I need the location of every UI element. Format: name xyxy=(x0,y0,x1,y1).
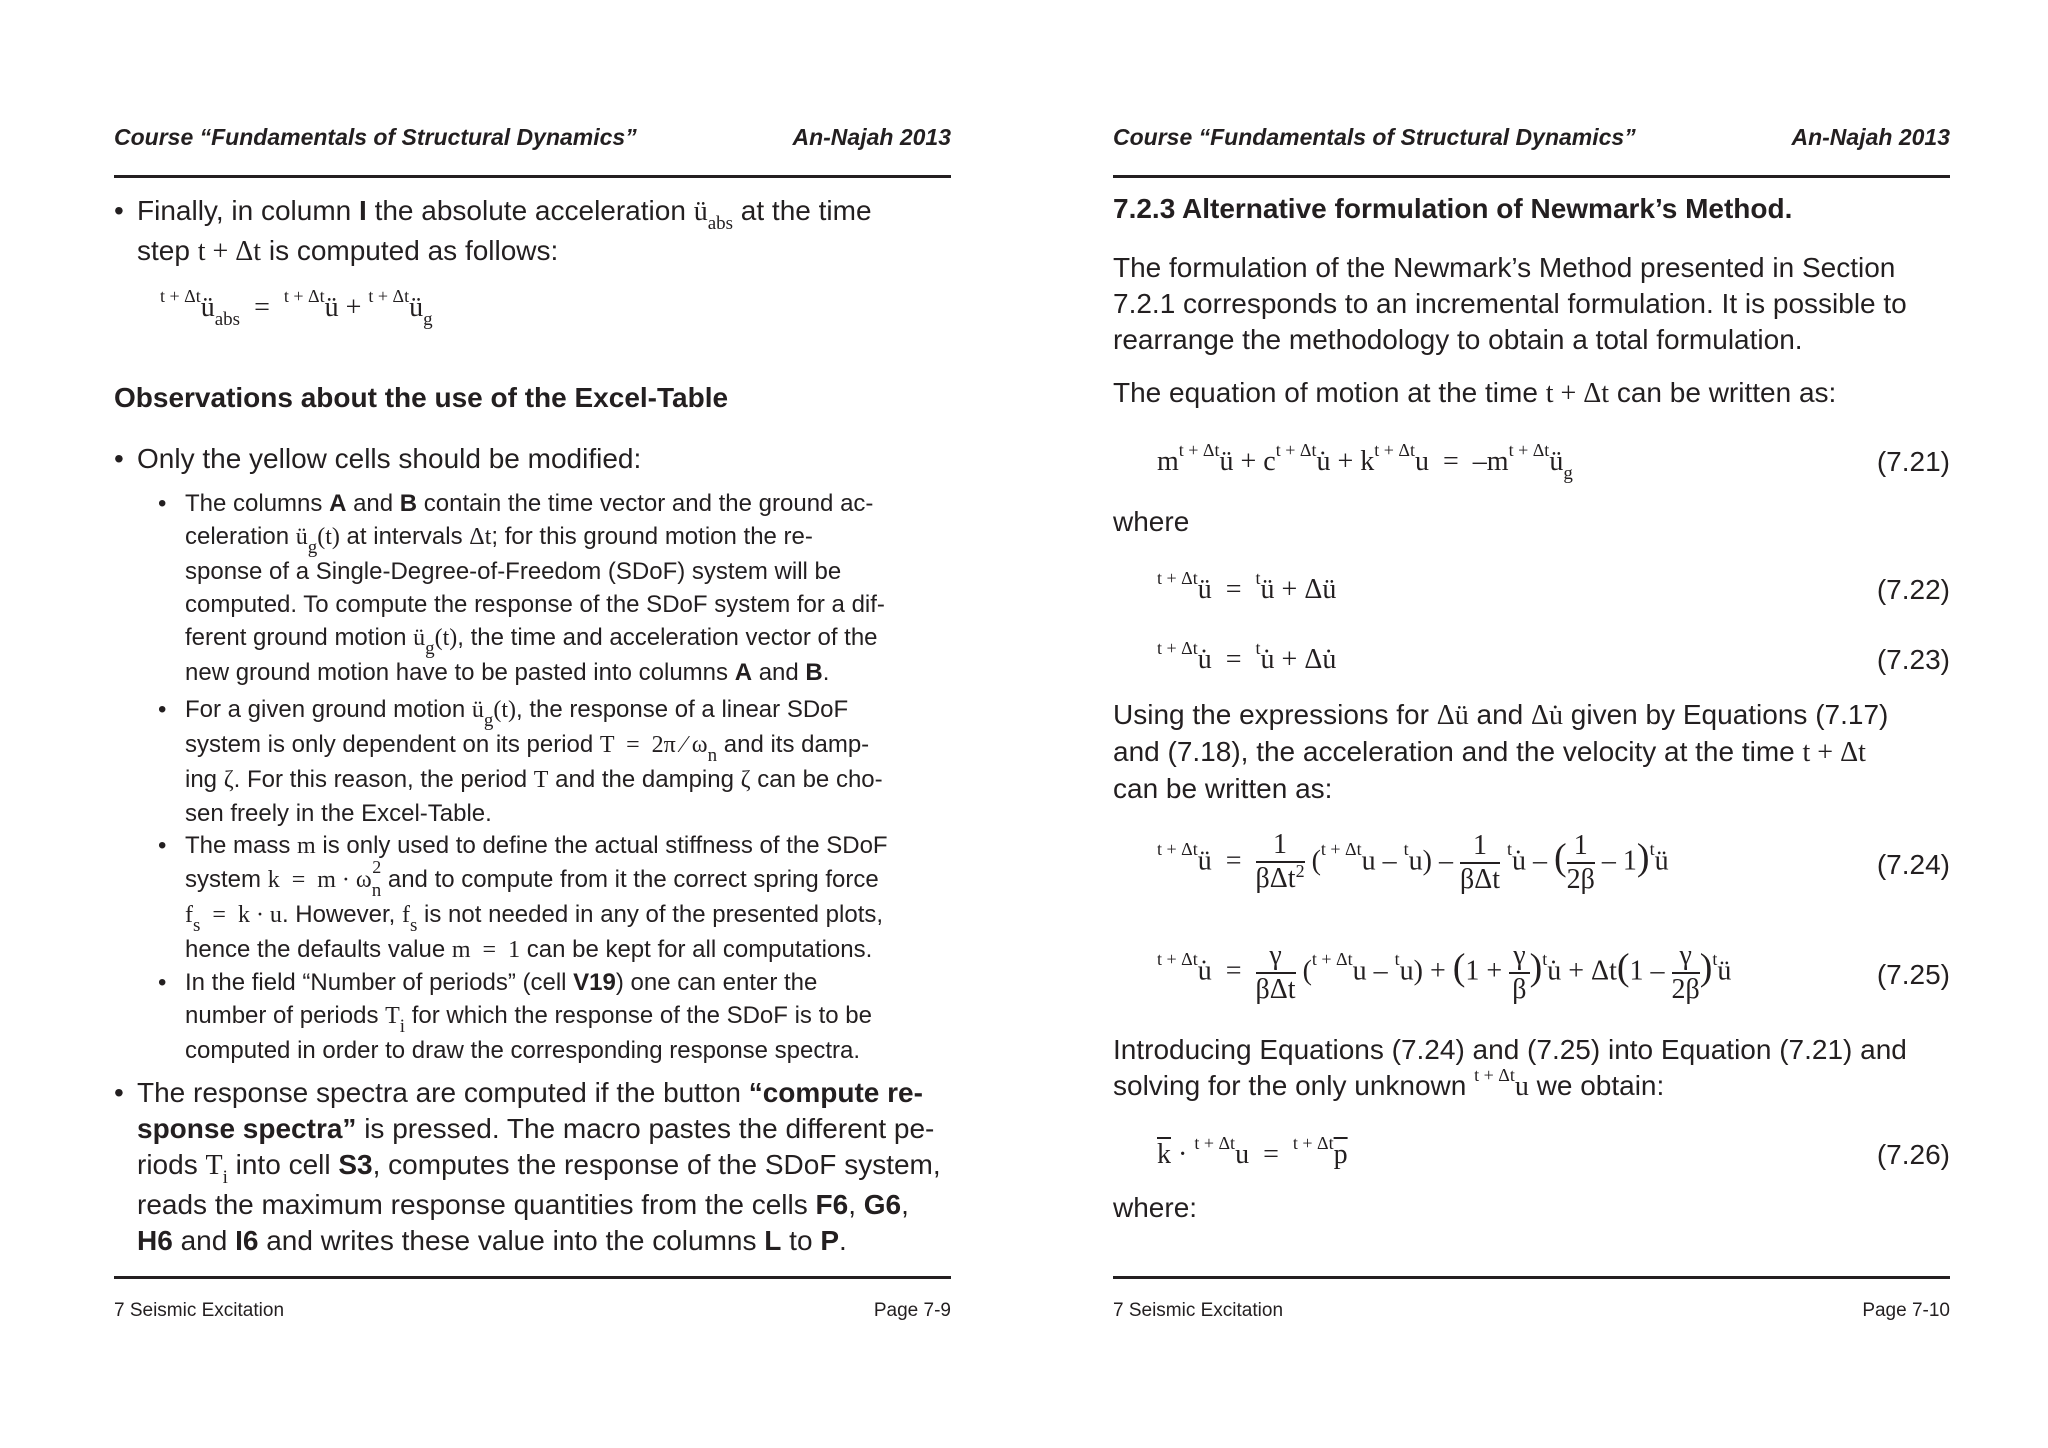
observations-title: Observations about the use of the Excel-Table xyxy=(114,382,729,413)
sub-bullet-ground-motion: • For a given ground motion $ü_g(t)$, the response of a linear SDoF system is only dependent on its period T = 2π ⁄ $\omega_n$ and its damp- ing ζ. For this reason, the period T and the damping ζ can be cho- sen freely in the Excel-Table. xyxy=(158,696,883,827)
footer-chapter: 7 Seismic Excitation xyxy=(1113,1300,1284,1321)
equation-abs-acceleration: $^{t + \Delta t}ü_{abs}$ = $^{t + \Delta t}$ü + $^{t + \Delta t}ü_g$ xyxy=(160,286,433,330)
footer-rule xyxy=(1113,1276,1950,1279)
right-page xyxy=(1113,0,1950,1448)
footer-page-number: Page 7-10 xyxy=(1862,1300,1950,1321)
footer-rule xyxy=(114,1276,951,1279)
where-label: where: xyxy=(1113,1192,1198,1223)
sub-bullet-mass: • The mass m is only used to define the actual stiffness of the SDoF system $k = m \cdot \omega_n^2$ and to compute from it the correct spring force $f_s = k \cdot u$. However, $f_s$ is not needed in any of the presented plots, hence the defaults value m = 1 can be kept for all computations. xyxy=(158,832,888,963)
footer-chapter: 7 Seismic Excitation xyxy=(114,1300,285,1321)
course-title: Course “Fundamentals of Structural Dynamics” xyxy=(1113,124,1636,150)
section-title: 7.2.3 Alternative formulation of Newmark’s Method. xyxy=(1113,193,1793,224)
equation-number: (7.24) xyxy=(1876,849,1950,880)
equation-7-25: $^{t + \Delta t}$u̇ = $\frac{\gamma}{\text{βΔt}}$ ($^{t + \Delta t}$u – $^t$u) + (1 + $\frac{\gamma}{\beta}$ )$^t$u̇ + Δt(1 – $\frac{\gamma}{2\beta}$ )$^t$ü xyxy=(1157,940,1732,1005)
sub-bullet-periods: • In the field “Number of periods” (cell V19) one can enter the number of periods $T_i$ for which the response of the SDoF is to be computed in order to draw the corresponding response spectra. xyxy=(158,969,872,1064)
bullet-response-spectra: • The response spectra are computed if the button “compute re- sponse spectra” is pressed. The macro pastes the different pe- riods $T_i$ into cell S3, computes the response of the SDoF system, reads the maximum response quantities from the cells F6, G6, H6 and I6 and writes these value into the columns L to P. xyxy=(114,1077,941,1256)
page-header xyxy=(1113,124,1950,156)
paragraph-formulation: The formulation of the Newmark’s Method presented in Section 7.2.1 corresponds to an incremental formulation. It is possible to rearrange the methodology to obtain a total formulation. xyxy=(1113,252,1907,355)
bullet-yellow-cells: • Only the yellow cells should be modified: xyxy=(114,443,642,474)
header-rule xyxy=(1113,175,1950,178)
equation-7-21: $m^{t + \Delta t}ü$ + $c^{t + \Delta t}u̇ + k^{t + \Delta t}u$ = $-m^{t + \Delta t}ü_g$ xyxy=(1157,440,1573,484)
page-header xyxy=(114,124,951,156)
equation-number: (7.26) xyxy=(1876,1139,1950,1170)
paragraph-equation-of-motion: The equation of motion at the time t + Δt can be written as: xyxy=(1113,377,1837,409)
institution-year: An-Najah 2013 xyxy=(792,124,951,150)
bullet-dot: • xyxy=(114,195,124,226)
intro-bullet: • Finally, in column I the absolute acceleration $ü_{abs}$ at the time step t + Δt is computed as follows: xyxy=(114,195,872,267)
equation-number: (7.22) xyxy=(1876,574,1950,605)
math-u-abs: $ü_{abs}$ xyxy=(693,196,734,234)
equation-7-23: $^{t + \Delta t}$u̇ = $^t$u̇ + Δu̇ xyxy=(1157,638,1337,675)
paragraph-expressions: Using the expressions for Δü and Δu̇ given by Equations (7.17) and (7.18), the acceleration and the velocity at the time t + Δt can be written as: xyxy=(1113,699,1889,804)
paragraph-introducing: Introducing Equations (7.24) and (7.25) into Equation (7.21) and solving for the only unknown $^{t + \Delta t}$u we obtain: xyxy=(1113,1034,1907,1102)
header-rule xyxy=(114,175,951,178)
institution-year: An-Najah 2013 xyxy=(1791,124,1950,150)
footer-page-number: Page 7-9 xyxy=(873,1300,951,1321)
equation-7-26: $\overline{k} \cdot ^{t + \Delta t}u = ^{t + \Delta t}\overline{p}$ xyxy=(1157,1133,1348,1170)
equation-number: (7.21) xyxy=(1876,446,1950,477)
where-label: where xyxy=(1113,506,1190,537)
equation-7-22: $^{t + \Delta t}$ü = $^t$ü + Δü xyxy=(1157,568,1337,605)
sub-bullet-columns: • The columns A and B contain the time vector and the ground ac- celeration $ü_g(t)$ at intervals Δt; for this ground motion the re- sponse of a Single-Degree-of-Freedom (SDoF) system will be computed. To compute the response of the SDoF system for a dif- ferent ground motion $ü_g(t)$, the time and acceleration vector of the new ground motion have to be pasted into columns A and B. xyxy=(158,490,885,686)
equation-number: (7.23) xyxy=(1876,644,1950,675)
left-page xyxy=(114,0,951,1448)
equation-number: (7.25) xyxy=(1876,959,1950,990)
course-title: Course “Fundamentals of Structural Dynamics” xyxy=(114,124,637,150)
equation-7-24: $^{t + \Delta t}$ü = $\frac{1}{\beta\Delta t^2}$ ($^{t + \Delta t}$u – $^t$u) – $\frac{1}{\text{βΔt}}$ $^t$u̇ – ( $\frac{1}{2\beta}$ – 1)$^t$ü xyxy=(1157,829,1669,895)
